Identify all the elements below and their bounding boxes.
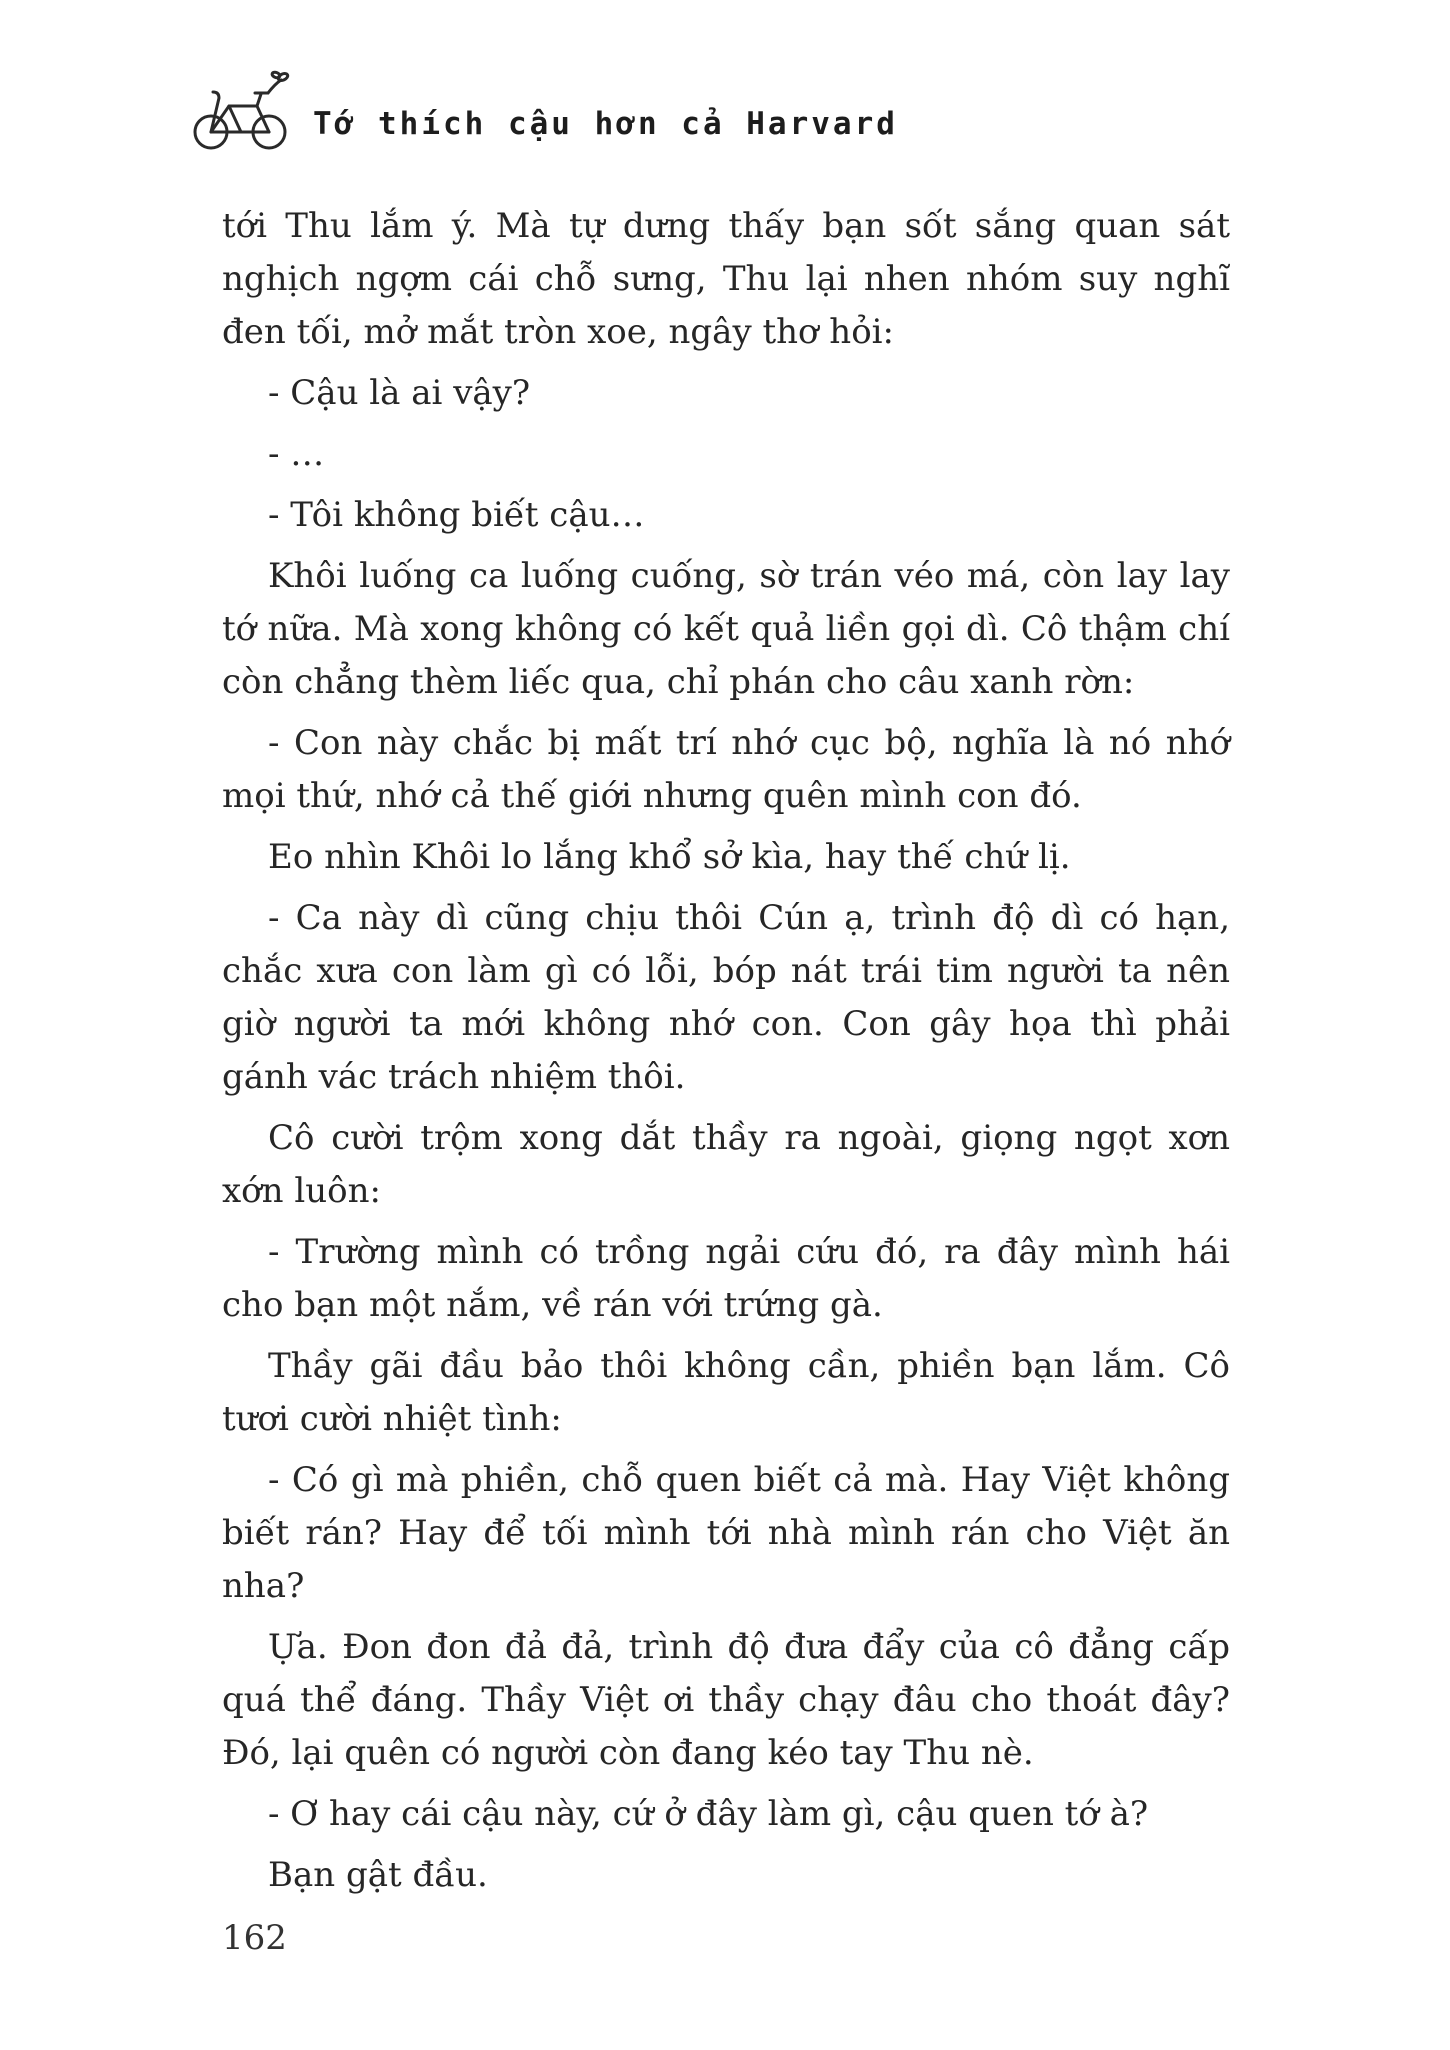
paragraph: Cô cười trộm xong dắt thầy ra ngoài, giọng ngọt xơn xớn luôn: bbox=[222, 1118, 1230, 1211]
paragraph: Ựa. Đon đon đả đả, trình độ đưa đẩy của cô đẳng cấp quá thể đáng. Thầy Việt ơi thầy chạy đâu cho thoát đây? Đó, lại quên có người còn đang kéo tay Thu nè. bbox=[222, 1627, 1230, 1773]
paragraph: - … bbox=[268, 434, 325, 474]
paragraph: Bạn gật đầu. bbox=[268, 1855, 488, 1895]
page-body bbox=[222, 200, 1230, 1910]
paragraph: - Con này chắc bị mất trí nhớ cục bộ, nghĩa là nó nhớ mọi thứ, nhớ cả thế giới nhưng quên mình con đó. bbox=[222, 723, 1230, 816]
paragraph: Thầy gãi đầu bảo thôi không cần, phiền bạn lắm. Cô tươi cười nhiệt tình: bbox=[222, 1346, 1230, 1439]
page-header bbox=[185, 68, 898, 158]
paragraph: - Có gì mà phiền, chỗ quen biết cả mà. Hay Việt không biết rán? Hay để tối mình tới nhà mình rán cho Việt ăn nha? bbox=[222, 1460, 1230, 1606]
page-number: 162 bbox=[222, 1918, 287, 1958]
paragraph: - Ca này dì cũng chịu thôi Cún ạ, trình độ dì có hạn, chắc xưa con làm gì có lỗi, bóp nát trái tim người ta nên giờ người ta mới không nhớ con. Con gây họa thì phải gánh vác trách nhiệm thôi. bbox=[222, 898, 1230, 1097]
paragraph: - Cậu là ai vậy? bbox=[268, 373, 531, 413]
paragraph: - Tôi không biết cậu… bbox=[268, 495, 645, 535]
paragraph: - Ơ hay cái cậu này, cứ ở đây làm gì, cậu quen tớ à? bbox=[268, 1794, 1149, 1834]
paragraph: - Trường mình có trồng ngải cứu đó, ra đây mình hái cho bạn một nắm, về rán với trứng gà. bbox=[222, 1232, 1230, 1325]
paragraph: tới Thu lắm ý. Mà tự dưng thấy bạn sốt sắng quan sát nghịch ngợm cái chỗ sưng, Thu lại nhen nhóm suy nghĩ đen tối, mở mắt tròn xoe, ngây thơ hỏi: bbox=[222, 206, 1230, 352]
paragraph: Eo nhìn Khôi lo lắng khổ sở kìa, hay thế chứ lị. bbox=[268, 837, 1071, 877]
bicycle-icon bbox=[185, 68, 295, 158]
running-title: Tớ thích cậu hơn cả Harvard bbox=[313, 106, 898, 142]
paragraph: Khôi luống ca luống cuống, sờ trán véo má, còn lay lay tớ nữa. Mà xong không có kết quả liền gọi dì. Cô thậm chí còn chẳng thèm liếc qua, chỉ phán cho câu xanh rờn: bbox=[222, 556, 1230, 702]
